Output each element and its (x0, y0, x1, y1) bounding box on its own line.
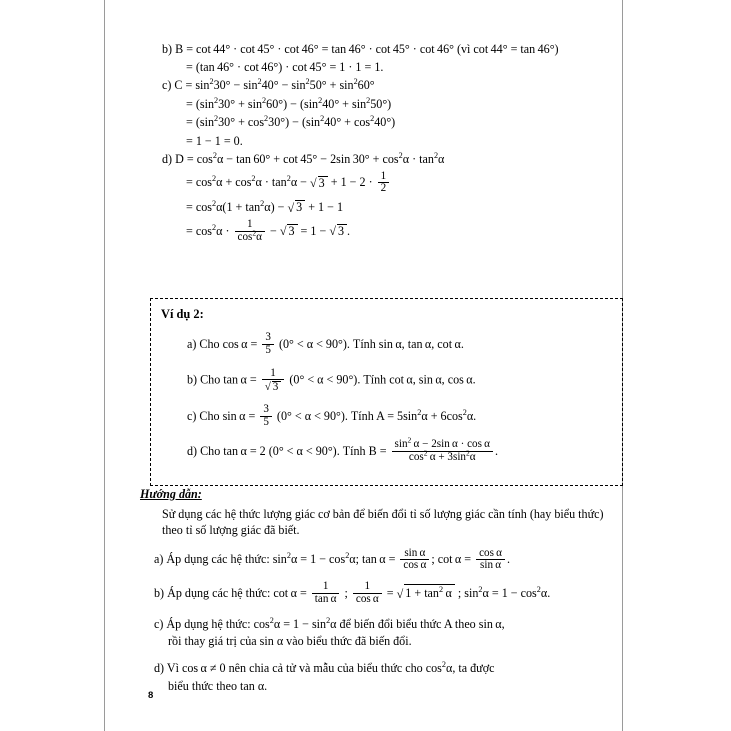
solution-line-d3: = $\cos^2\alpha(1 + \tan^2\alpha)$ − √ 3 + 1 − 1 (186, 199, 344, 215)
solution-line-b2: = (tan 46° · cot 46°) · cot 45° = 1 · 1 = 1. (186, 59, 384, 74)
fraction-one-over-tan: $\frac{1}{\text{tan α}}$ (312, 581, 340, 605)
guide-item-c: c) Áp dụng hệ thức: $\cos^2\alpha = 1 - \sin^2\alpha$ để biến đổi biểu thức A theo sin α, rồi thay giá trị của sin α vào biểu thức đã biến đổi. (140, 616, 610, 651)
example-item-b: b) Cho tan α = $\frac{1}{√ 3}$ (0° < α < 90°). Tính cot α, sin α, cos α. (187, 366, 476, 394)
solution-line-c3: = $(\sin^230^\circ + \cos^230^\circ) - (\sin^240^\circ + \cos^240^\circ)$ (186, 114, 396, 130)
fraction-one-over-cos-squared: $\frac{1}{\cos^2\alpha}$ (235, 219, 265, 243)
fraction-cos-over-sin: $\frac{\text{cos α}}{\text{sin α}}$ (476, 548, 505, 572)
guide-item-d-continuation: biểu thức theo tan α. (168, 678, 268, 693)
fraction-three-fifths: $\frac{3}{5}$ (262, 332, 274, 356)
guide-intro: Sử dụng các hệ thức lượng giác cơ bản để biến đổi tỉ số lượng giác cần tính (hay biểu thức) theo tỉ số lượng giác đã biết. (162, 507, 604, 538)
example-box-title: Ví dụ 2: (161, 307, 204, 321)
guide-section (140, 487, 610, 705)
guide-item-a: a) Áp dụng các hệ thức: $\sin^2\alpha = 1 - \cos^2\alpha$; tan α = $\frac{\text{sin α}}{\text{cos α}}$ ; cot α = $\frac{\text{cos α}}{\text{sin α}}$ . (154, 546, 511, 572)
solution-line-d4: = $\cos^2\alpha$ · $\frac{1}{\cos^2\alpha}$ − √ 3 = 1 − √ 3 . (186, 218, 351, 243)
radical-icon: √ (329, 224, 336, 239)
fraction-one-half: $\frac{1}{2}$ (378, 171, 390, 195)
solution-line-b1: b) B = cot 44° · cot 45° · cot 46° = tan 46° · cot 45° · cot 46° (vì cot 44° = tan 46°) (162, 41, 559, 56)
guide-item-d: d) Vì cos α ≠ 0 nên chia cả tử và mẫu của biểu thức cho $\cos^2\alpha$, ta được biểu thức theo tan α. (140, 660, 610, 695)
page-gutter-rule-left (104, 0, 105, 731)
solution-line-d2: = $\cos^2\alpha + \cos^2\alpha \cdot \tan^2\alpha$ − √ 3 + 1 − 2 · $\frac{1}{2}$ (140, 171, 600, 195)
example-item-a: a) Cho cos α = $\frac{3}{5}$ (0° < α < 90°). Tính sin α, tan α, cot α. (187, 331, 464, 357)
fraction-three-fifths: $\frac{3}{5}$ (260, 404, 272, 428)
example-box (150, 298, 623, 486)
solution-block (140, 38, 600, 248)
solution-line-c1: c) $C = \sin^230^\circ - \sin^240^\circ - \sin^250^\circ + \sin^260^\circ$ (162, 77, 375, 93)
guide-item-c-continuation: rồi thay giá trị của sin α vào biểu thức đã biến đổi. (168, 634, 412, 649)
guide-title: Hướng dẫn: (140, 487, 202, 501)
solution-line-d1: d) $D = \cos^2\alpha - \tan 60^\circ + \cot 45^\circ - 2\sin$ $30^\circ + \cos^2\alpha \cdot \tan^2\alpha$ (162, 150, 445, 166)
fraction-one-over-root-three: $\frac{1}{√ 3}$ (262, 368, 285, 393)
fraction-one-over-cos: $\frac{1}{\text{cos α}}$ (353, 581, 382, 605)
fraction-sin-over-cos: $\frac{\text{sin α}}{\text{cos α}}$ (400, 548, 429, 572)
radical-icon: √ (287, 200, 295, 215)
radical-icon: √ (396, 586, 404, 601)
solution-line-c4: = 1 − 1 = 0. (186, 133, 243, 148)
guide-item-b: b) Áp dụng các hệ thức: cot α = $\frac{1}{\text{tan α}}$ ; $\frac{1}{\text{cos α}}$ = √ $1 + \tan^2 \alpha$ ; $\sin^2\alpha = 1 - \cos^2\alpha$. (154, 580, 551, 606)
example-item-d: d) Cho tan α = 2 (0° < α < 90°). Tính B = $\frac{\sin^2 \alpha - 2\sin \alpha \cdot \cos \alpha}{\cos^2 \alpha + 3\sin^2\alpha}$ . (187, 435, 498, 464)
fraction-b-expression: $\frac{\sin^2 \alpha - 2\sin \alpha \cdot \cos \alpha}{\cos^2 \alpha + 3\sin^2\alpha}$ (392, 439, 493, 463)
solution-line-c2: = $(\sin^230^\circ + \sin^260^\circ) - (\sin^240^\circ + \sin^250^\circ)$ (186, 95, 392, 111)
page-number: 8 (148, 690, 154, 701)
example-item-c: c) Cho sin α = $\frac{3}{5}$ (0° < α < 90°). Tính $A = 5\sin^2\alpha + 6\cos^2\alpha$. (187, 403, 477, 428)
radical-icon: √ (310, 176, 317, 191)
radical-icon: √ (279, 224, 287, 239)
